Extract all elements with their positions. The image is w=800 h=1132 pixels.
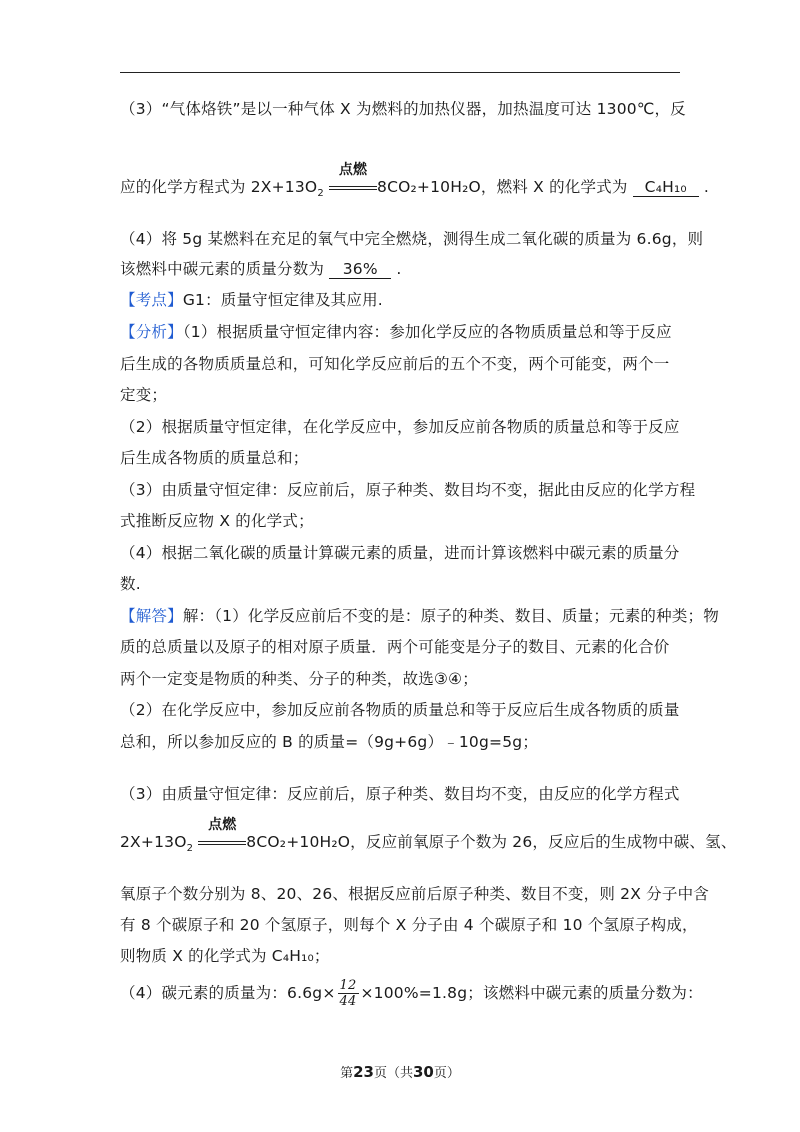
q4-line-2: [120, 257, 402, 279]
jieda-line-1: [120, 604, 719, 626]
jieda-line-6: （3）由质量守恒定律：反应前后，原子种类、数目均不变，由反应的化学方程式: [120, 785, 680, 803]
jieda-line-4: （2）在化学反应中，参加反应前各物质的质量总和等于反应后生成各物质的质量: [120, 701, 680, 719]
fenxi-line-2: 后生成的各物质质量总和，可知化学反应前后的五个不变，两个可能变，两个一: [120, 355, 670, 373]
jieda-text-1: 解：（1）化学反应前后不变的是：原子的种类、数目、质量；元素的种类；物: [182, 607, 719, 625]
equals-bar-top: [329, 186, 377, 187]
fenxi-line-4: （2）根据质量守恒定律，在化学反应中，参加反应前各物质的质量总和等于反应: [120, 418, 680, 436]
kaodian-text: G1：质量守恒定律及其应用.: [182, 291, 383, 309]
q3-end: .: [703, 178, 710, 196]
kaodian-tag: 【考点】: [120, 291, 183, 309]
subscript-2: 2: [317, 188, 324, 200]
jieda-equation-line: [120, 816, 737, 855]
page-footer: [0, 1062, 800, 1081]
jieda-line-8: 氧原子个数分别为 8、20、26、根据反应前后原子种类、数目不变，则 2X 分子中含: [120, 885, 709, 903]
q3-answer-blank: C₄H₁₀: [633, 178, 699, 197]
jieda-line-10: 则物质 X 的化学式为 C₄H₁₀；: [120, 947, 330, 965]
fenxi-line-1: [120, 320, 672, 342]
q4-line-1: （4）将 5g 某燃料在充足的氧气中完全燃烧，测得生成二氧化碳的质量为 6.6g，则: [120, 230, 704, 248]
reaction-condition: [198, 816, 246, 852]
total-pages: 30: [413, 1063, 434, 1081]
fenxi-line-9: 数.: [120, 575, 141, 593]
jieda-equation-reactants: 2X+13O: [120, 833, 187, 851]
jieda-line-3: 两个一定变是物质的种类、分子的种类，故选③④；: [120, 670, 478, 688]
fraction: [338, 978, 359, 1009]
jieda-tag: 【解答】: [120, 607, 183, 625]
subscript-2: 2: [186, 843, 194, 855]
equals-bar-bottom: [198, 844, 246, 845]
header-rule: [120, 72, 680, 73]
fenxi-line-3: 定变；: [120, 386, 168, 404]
q3-equation-products: 8CO₂+10H₂O，燃料 X 的化学式为: [377, 178, 628, 196]
equals-bar-bottom: [329, 189, 377, 190]
jieda-line-2: 质的总质量以及原子的相对原子质量．两个可能变是分子的数目、元素的化合价: [120, 638, 670, 656]
condition-text: 点燃: [338, 161, 368, 178]
jieda-line-11-pre: （4）碳元素的质量为：6.6g×: [120, 984, 336, 1002]
jieda-line-9: 有 8 个碳原子和 20 个氢原子，则每个 X 分子由 4 个碳原子和 10 个氢原子构成，: [120, 916, 698, 934]
q4-answer-blank: 36%: [329, 260, 391, 279]
kaodian-line: [120, 288, 383, 310]
footer-middle: 页（共: [373, 1066, 413, 1081]
q3-equation-line: [120, 161, 710, 200]
q3-equation-reactants: 应的化学方程式为 2X+13O: [120, 178, 318, 196]
jieda-line-5: 总和，所以参加反应的 B 的质量=（9g+6g）﹣10g=5g；: [120, 733, 539, 751]
fenxi-line-6: （3）由质量守恒定律：反应前后，原子种类、数目均不变，据此由反应的化学方程: [120, 481, 696, 499]
footer-prefix: 第: [340, 1066, 354, 1081]
condition-text: 点燃: [208, 816, 237, 833]
q3-line-1: （3）“气体烙铁”是以一种气体 X 为燃料的加热仪器，加热温度可达 1300℃，反: [120, 100, 686, 118]
fraction-numerator: 12: [339, 978, 357, 993]
fenxi-line-8: （4）根据二氧化碳的质量计算碳元素的质量，进而计算该燃料中碳元素的质量分: [120, 544, 680, 562]
q4-prompt: 该燃料中碳元素的质量分数为: [120, 260, 325, 278]
fraction-denominator: 44: [339, 994, 357, 1009]
equals-bar-top: [198, 841, 246, 842]
fenxi-line-5: 后生成各物质的质量总和；: [120, 449, 309, 467]
fenxi-line-7: 式推断反应物 X 的化学式；: [120, 512, 314, 530]
jieda-line-11-post: ×100%=1.8g；该燃料中碳元素的质量分数为：: [360, 984, 703, 1002]
reaction-condition: [329, 161, 377, 197]
fenxi-tag: 【分析】: [120, 323, 183, 341]
footer-suffix: 页）: [433, 1066, 460, 1081]
q4-end: .: [396, 260, 402, 278]
page-number: 23: [353, 1063, 374, 1081]
jieda-line-11: [120, 978, 703, 1009]
jieda-equation-products: 8CO₂+10H₂O，反应前氧原子个数为 26，反应后的生成物中碳、氢、: [246, 833, 737, 851]
fenxi-text-1: （1）根据质量守恒定律内容：参加化学反应的各物质质量总和等于反应: [182, 323, 672, 341]
